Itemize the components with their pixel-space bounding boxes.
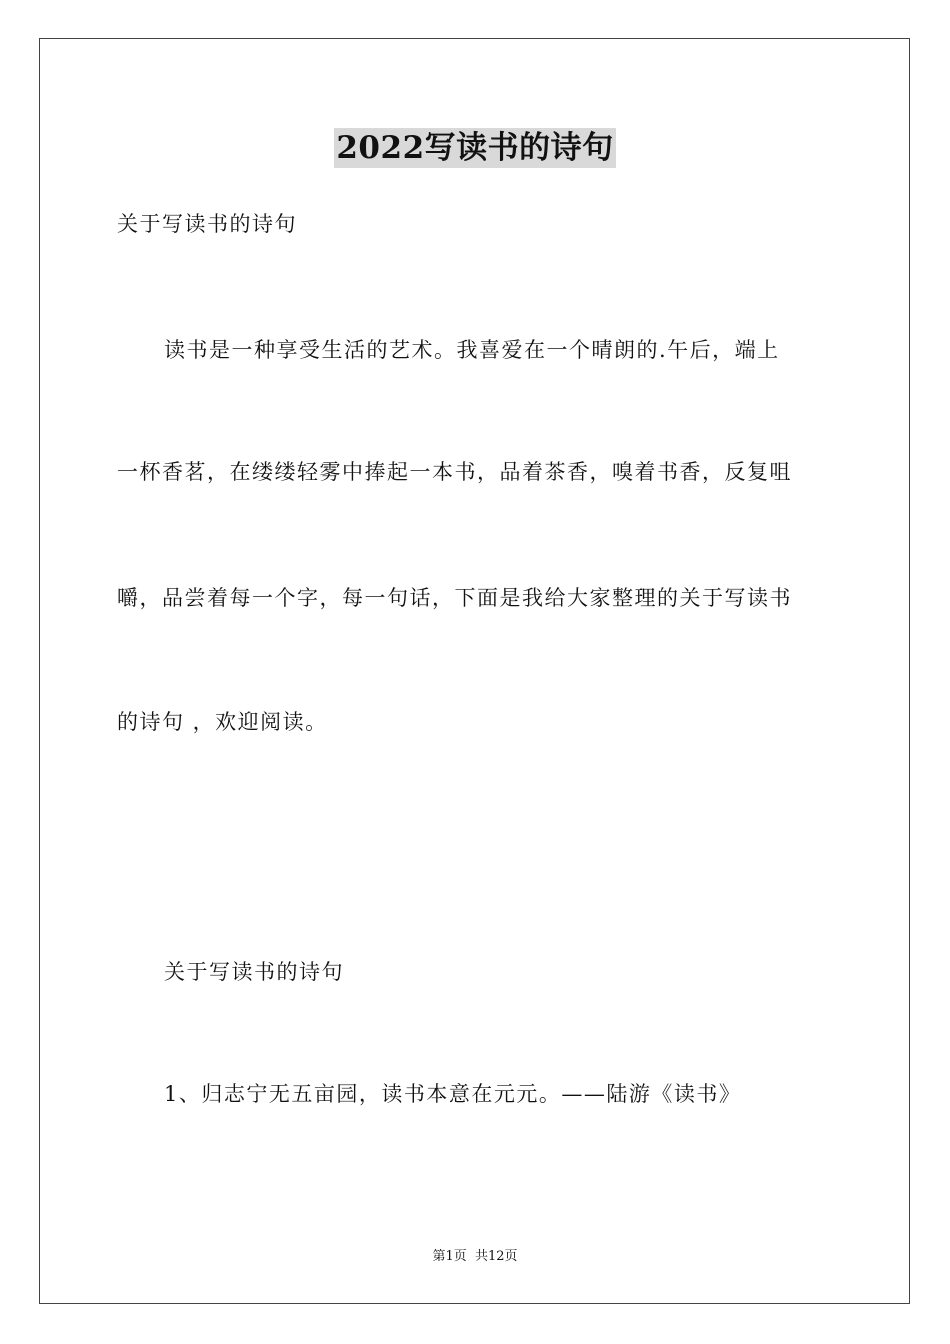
subtitle: 关于写读书的诗句 — [117, 212, 297, 236]
page-number: 第1页 — [432, 1249, 467, 1264]
paragraph-line: 一杯香茗，在缕缕轻雾中捧起一本书，品着茶香，嗅着书香，反复咀 — [117, 460, 792, 484]
paragraph-line: 嚼，品尝着每一个字，每一句话，下面是我给大家整理的关于写读书 — [117, 586, 792, 610]
paragraph-line: 读书是一种享受生活的艺术。我喜爱在一个晴朗的.午后，端上 — [164, 338, 780, 362]
page-footer — [0, 1248, 950, 1266]
poem-line: 1、归志宁无五亩园，读书本意在元元。——陆游《读书》 — [164, 1082, 742, 1106]
document-title: 2022写读书的诗句 — [336, 130, 614, 166]
page-total: 共12页 — [474, 1249, 518, 1264]
section-heading: 关于写读书的诗句 — [164, 960, 344, 984]
title-container — [0, 128, 950, 168]
paragraph-line: 的诗句 ，欢迎阅读。 — [117, 710, 328, 734]
